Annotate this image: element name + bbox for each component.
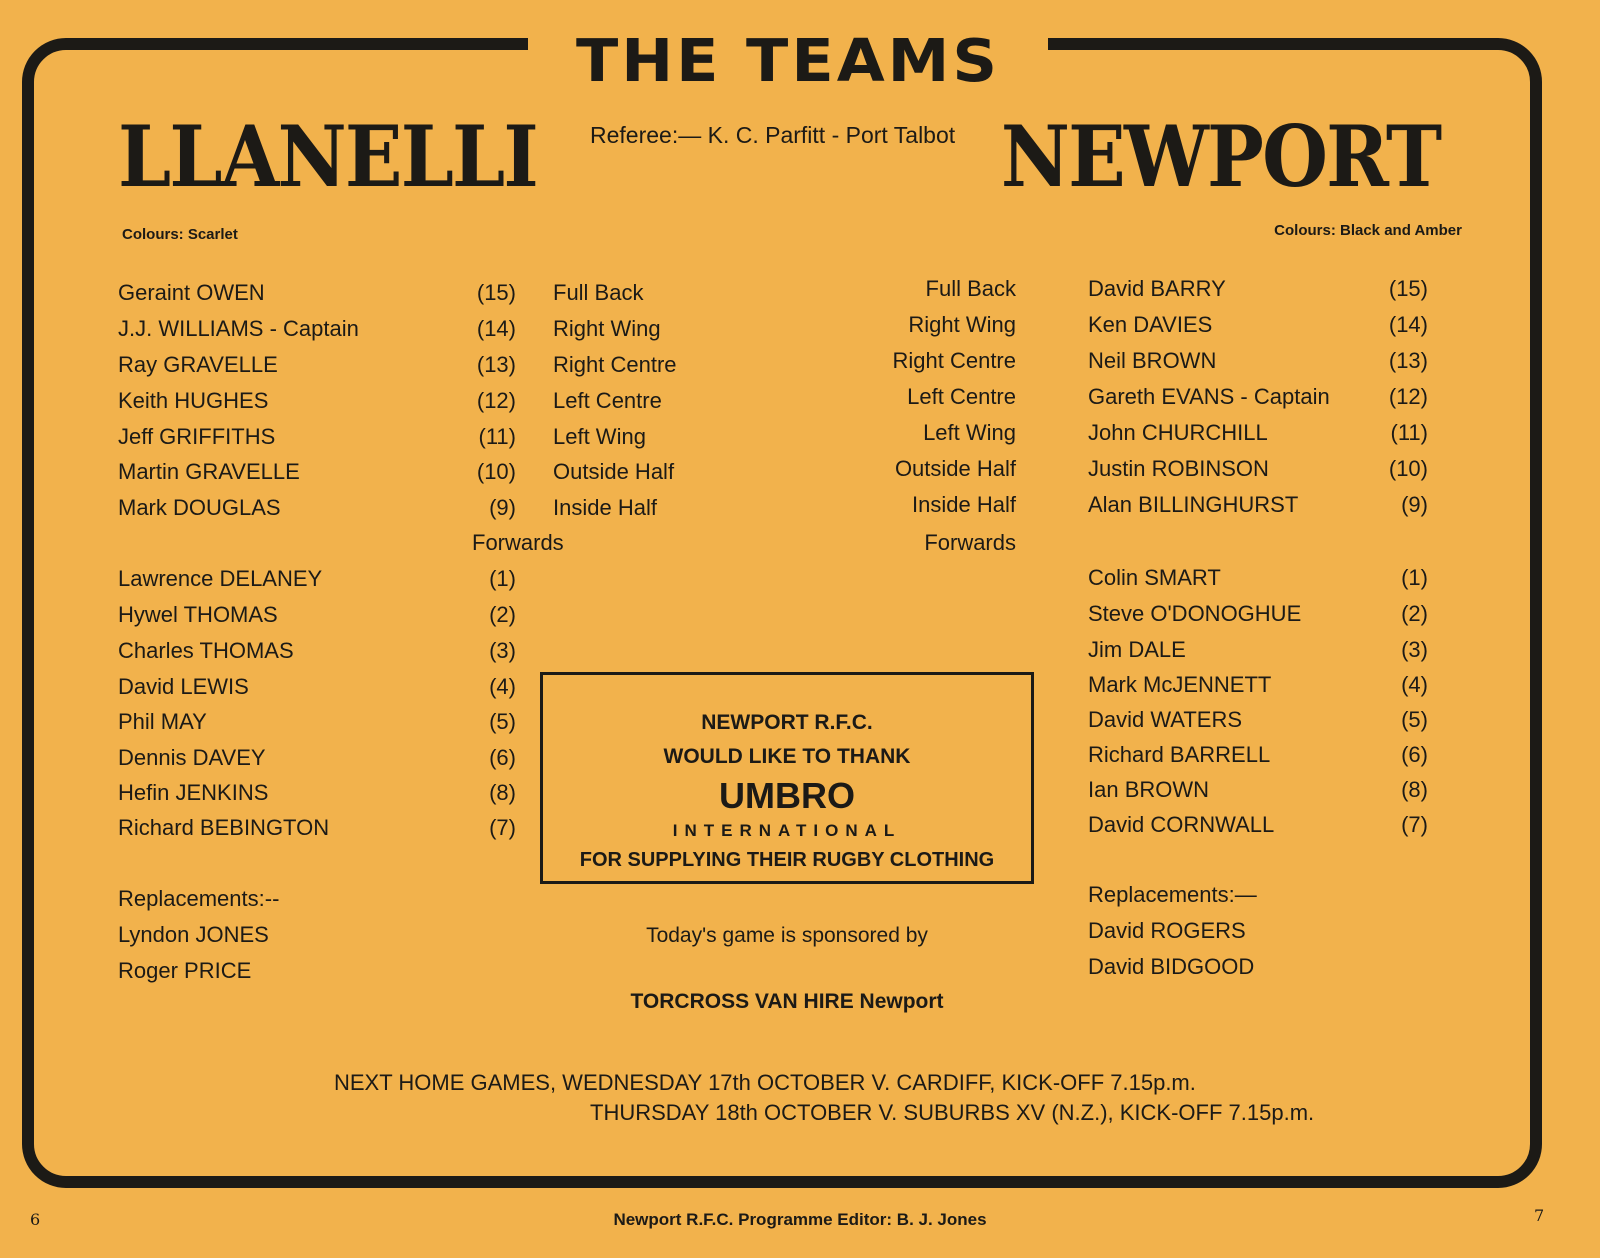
newport-team-name: NEWPORT: [1000, 107, 1440, 206]
newport-position: Right Wing: [908, 312, 1016, 337]
newport-player: Colin SMART: [1088, 565, 1221, 590]
newport-player: Ian BROWN: [1088, 777, 1210, 802]
newport-player: Justin ROBINSON: [1088, 456, 1269, 481]
newport-position: Outside Half: [894, 456, 1016, 481]
llanelli-number: (15): [476, 280, 516, 305]
newport-player: Neil BROWN: [1088, 348, 1217, 373]
newport-number: (15): [1388, 276, 1428, 301]
newport-number: (12): [1388, 384, 1428, 409]
newport-player: David CORNWALL: [1088, 812, 1275, 837]
newport-player: John CHURCHILL: [1088, 420, 1268, 445]
llanelli-position: Right Wing: [553, 316, 661, 341]
newport-forwards-heading: Forwards: [924, 530, 1016, 555]
llanelli-player: Martin GRAVELLE: [118, 459, 300, 484]
llanelli-number: (8): [489, 780, 516, 805]
newport-number: (8): [1401, 777, 1428, 802]
llanelli-number: (3): [489, 638, 516, 663]
referee-line: Referee:— K. C. Parfitt - Port Talbot: [590, 122, 956, 148]
page-number-left: 6: [30, 1210, 41, 1229]
newport-position: Left Centre: [907, 384, 1016, 409]
llanelli-player: Hywel THOMAS: [118, 602, 278, 627]
llanelli-position: Full Back: [553, 280, 644, 305]
newport-position: Inside Half: [912, 492, 1016, 517]
llanelli-player: Ray GRAVELLE: [118, 352, 278, 377]
newport-replacement: David ROGERS: [1088, 918, 1246, 943]
llanelli-number: (4): [489, 674, 516, 699]
newport-number: (2): [1401, 601, 1428, 626]
newport-number: (4): [1401, 672, 1428, 697]
thanks-text: WOULD LIKE TO THANK: [663, 745, 911, 768]
llanelli-player: David LEWIS: [118, 674, 249, 699]
newport-position: Right Centre: [892, 348, 1016, 373]
newport-number: (9): [1401, 492, 1428, 517]
next-home-games-line-1: NEXT HOME GAMES, WEDNESDAY 17th OCTOBER V. CARDIFF, KICK-OFF 7.15p.m.: [334, 1070, 1196, 1095]
newport-number: (3): [1401, 637, 1428, 662]
page-number-right: 7: [1534, 1206, 1545, 1225]
llanelli-number: (5): [489, 709, 516, 734]
brand-subtitle: INTERNATIONAL: [672, 821, 902, 840]
sponsor-name: TORCROSS VAN HIRE Newport: [630, 990, 944, 1013]
thanks-reason: FOR SUPPLYING THEIR RUGBY CLOTHING: [579, 849, 995, 871]
newport-player: Jim DALE: [1088, 637, 1186, 662]
thanks-club-name: NEWPORT R.F.C.: [701, 711, 873, 734]
llanelli-position: Right Centre: [553, 352, 677, 377]
llanelli-number: (13): [476, 352, 516, 377]
llanelli-player: Jeff GRIFFITHS: [118, 424, 276, 449]
llanelli-number: (2): [489, 602, 516, 627]
newport-position: Full Back: [925, 276, 1016, 301]
brand-name: UMBRO: [719, 775, 855, 816]
llanelli-replacement: Lyndon JONES: [118, 922, 269, 947]
newport-number: (14): [1388, 312, 1428, 337]
newport-player: Alan BILLINGHURST: [1088, 492, 1299, 517]
llanelli-number: (14): [476, 316, 516, 341]
llanelli-player: Dennis DAVEY: [118, 745, 266, 770]
newport-number: (1): [1401, 565, 1428, 590]
llanelli-position: Inside Half: [553, 495, 657, 520]
llanelli-number: (7): [489, 815, 516, 840]
llanelli-player: Phil MAY: [118, 709, 207, 734]
llanelli-number: (6): [489, 745, 516, 770]
newport-player: Mark McJENNETT: [1088, 672, 1272, 697]
newport-colours: Colours: Black and Amber: [1274, 222, 1462, 239]
llanelli-player: Keith HUGHES: [118, 388, 269, 413]
llanelli-position: Left Wing: [553, 424, 646, 449]
newport-position: Left Wing: [923, 420, 1016, 445]
llanelli-position: Left Centre: [553, 388, 662, 413]
newport-number: (5): [1401, 707, 1428, 732]
newport-number: (11): [1390, 420, 1428, 445]
newport-number: (6): [1401, 742, 1428, 767]
llanelli-number: (1): [489, 566, 516, 591]
llanelli-forwards-heading: Forwards: [472, 530, 564, 555]
llanelli-colours: Colours: Scarlet: [122, 226, 238, 243]
llanelli-replacement: Roger PRICE: [118, 958, 252, 983]
newport-player: David WATERS: [1088, 707, 1243, 732]
llanelli-player: J.J. WILLIAMS - Captain: [118, 316, 359, 341]
llanelli-player: Mark DOUGLAS: [118, 495, 281, 520]
sponsor-thanks-box: [540, 672, 1034, 884]
newport-player: Richard BARRELL: [1088, 742, 1271, 767]
newport-player: Ken DAVIES: [1088, 312, 1213, 337]
newport-number: (10): [1388, 456, 1428, 481]
newport-number: (13): [1388, 348, 1428, 373]
llanelli-player: Lawrence DELANEY: [118, 566, 323, 591]
newport-player: Steve O'DONOGHUE: [1088, 601, 1302, 626]
llanelli-number: (9): [489, 495, 516, 520]
newport-player: Gareth EVANS - Captain: [1088, 384, 1330, 409]
llanelli-position: Outside Half: [553, 459, 675, 484]
newport-number: (7): [1401, 812, 1428, 837]
page-title: THE TEAMS: [575, 25, 1001, 96]
llanelli-team-name: LLANELLI: [118, 107, 537, 206]
llanelli-player: Hefin JENKINS: [118, 780, 269, 805]
llanelli-player: Charles THOMAS: [118, 638, 294, 663]
newport-replacement: David BIDGOOD: [1088, 954, 1255, 979]
llanelli-replacements-label: Replacements:--: [118, 886, 280, 911]
sponsor-intro: Today's game is sponsored by: [646, 924, 928, 947]
llanelli-number: (10): [476, 459, 516, 484]
newport-player: David BARRY: [1088, 276, 1226, 301]
llanelli-number: (12): [476, 388, 516, 413]
llanelli-number: (11): [478, 424, 516, 449]
llanelli-player: Richard BEBINGTON: [118, 815, 330, 840]
next-home-games-line-2: THURSDAY 18th OCTOBER V. SUBURBS XV (N.Z.), KICK-OFF 7.15p.m.: [590, 1100, 1315, 1125]
llanelli-player: Geraint OWEN: [118, 280, 265, 305]
programme-editor-footer: Newport R.F.C. Programme Editor: B. J. Jones: [613, 1210, 987, 1229]
newport-replacements-label: Replacements:—: [1088, 882, 1257, 907]
